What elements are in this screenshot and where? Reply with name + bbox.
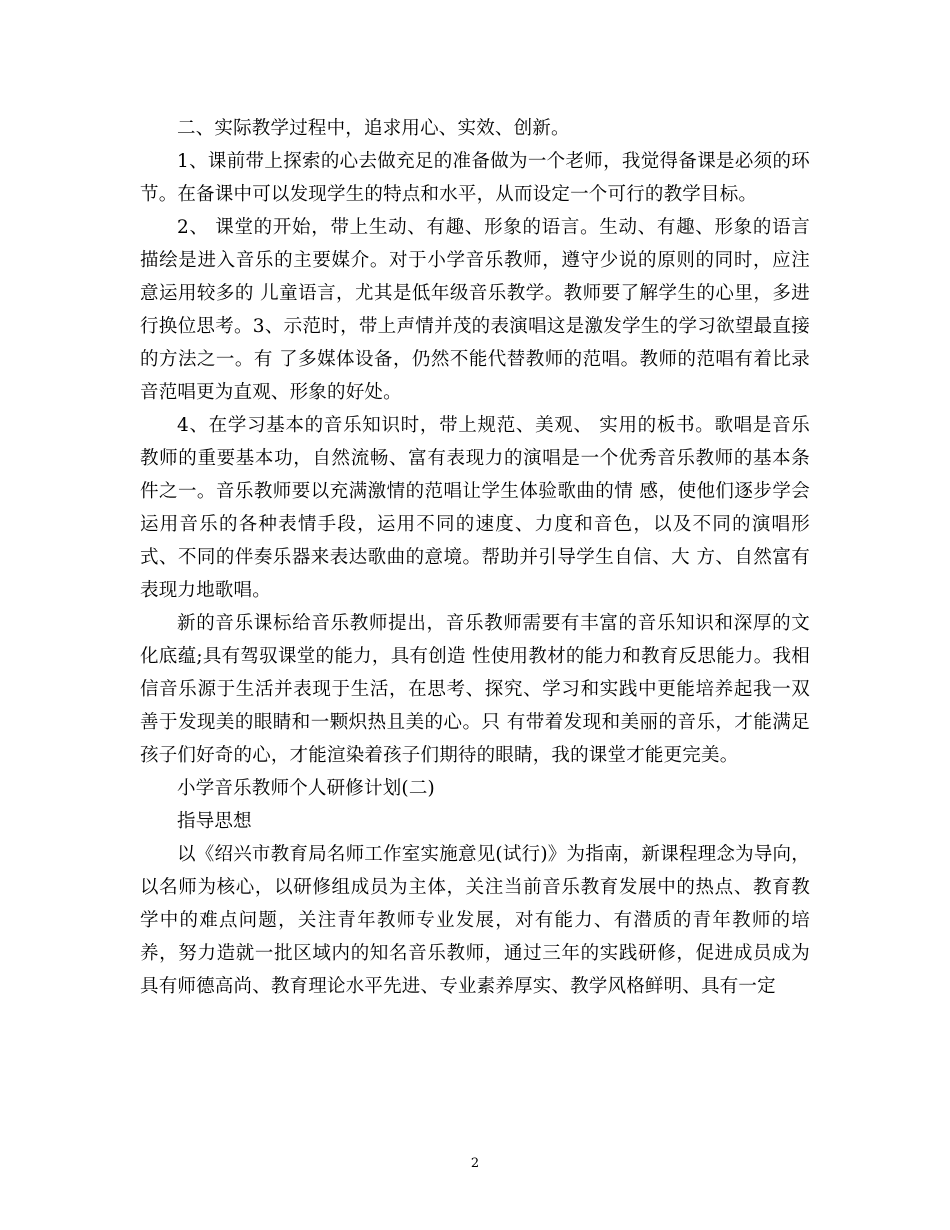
paragraph-music-knowledge: 4、在学习基本的音乐知识时，带上规范、美观、 实用的板书。歌唱是音乐教师的重要基本功，自然流畅、富有表现力的演唱是一个优秀音乐教师的基本条件之一。音乐教师要以充满激情的范唱让学生体验歌曲的情 感，使他们逐步学会运用音乐的各种表情手段，运用不同的速度、力度和音色，以及不同的演唱形式、不同的伴奏乐器来表达歌曲的意境。帮助并引导学生自信、大 方、自然富有表现力地歌唱。 <box>140 415 810 601</box>
paragraph-plan-title: 小学音乐教师个人研修计划(二) <box>177 778 435 799</box>
paragraph-new-curriculum: 新的音乐课标给音乐教师提出，音乐教师需要有丰富的音乐知识和深厚的文化底蕴;具有驾驭课堂的能力，具有创造 性使用教材的能力和教育反思能力。我相信音乐源于生活并表现于生活，在思考、探究、学习和实践中更能培养起我一双善于发现美的眼睛和一颗炽热且美的心。只 有带着发现和美丽的音乐，才能满足孩子们好奇的心，才能渲染着孩子们期待的眼睛，我的课堂才能更完美。 <box>140 613 810 766</box>
paragraph-class-opening: 2、 课堂的开始，带上生动、有趣、形象的语言。生动、有趣、形象的语言描绘是进入音乐的主要媒介。对于小学音乐教师，遵守少说的原则的同时，应注意运用较多的 儿童语言，尤其是低年级音乐教学。教师要了解学生的心里，多进行换位思考。3、示范时，带上声情并茂的表演唱这是激发学生的学习欲望最直接的方法之一。有 了多媒体设备，仍然不能代替教师的范唱。教师的范唱有着比录音范唱更为直观、形象的好处。 <box>140 217 810 403</box>
paragraph-guiding-ideology: 以《绍兴市教育局名师工作室实施意见(试行)》为指南，新课程理念为导向，以名师为核心，以研修组成员为主体，关注当前音乐教育发展中的热点、教育教学中的难点问题，关注青年教师专业发展，对有能力、有潜质的青年教师的培养，努力造就一批区域内的知名音乐教师，通过三年的实践研修，促进成员成为具有师德高尚、教育理论水平先进、专业素养厚实、教学风格鲜明、具有一定 <box>140 844 810 997</box>
page-number: 2 <box>470 1156 480 1171</box>
paragraph-lesson-preparation: 1、课前带上探索的心去做充足的准备做为一个老师，我觉得备课是必须的环节。在备课中可以发现学生的特点和水平，从而设定一个可行的教学目标。 <box>140 151 810 205</box>
paragraph-section-heading: 二、实际教学过程中，追求用心、实效、创新。 <box>177 118 570 139</box>
document-body <box>140 112 810 1003</box>
paragraph-guiding-heading: 指导思想 <box>177 811 252 832</box>
